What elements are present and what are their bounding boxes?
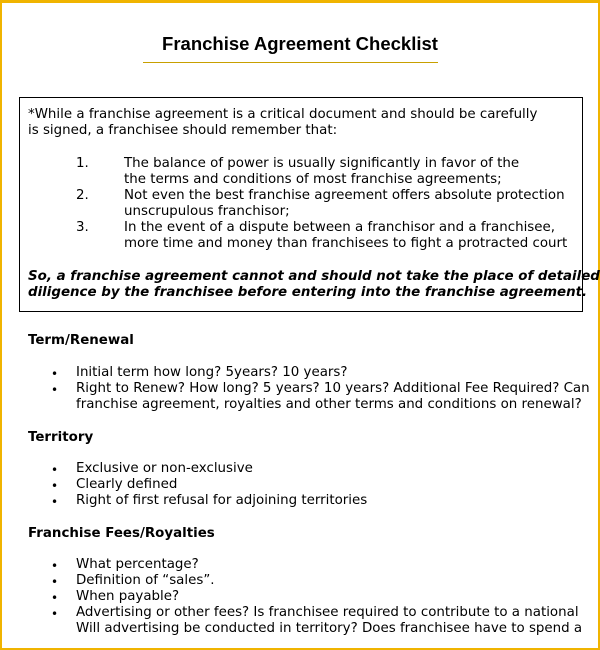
note-item-line: the terms and conditions of most franchise agreements; [124,172,502,187]
note-intro-line: is signed, a franchisee should remember that: [28,123,338,138]
note-intro-line: *While a franchise agreement is a critical document and should be carefully [28,107,538,122]
note-item-number: 1. [76,156,89,171]
section-heading-franchise-fees: Franchise Fees/Royalties [28,526,215,541]
list-item: Right of first refusal for adjoining territories [76,493,368,508]
list-item: Definition of “sales”. [76,573,215,588]
note-item-line: Not even the best franchise agreement offers absolute protection [124,188,565,203]
bullet-icon: • [51,495,59,509]
list-item: What percentage? [76,557,199,572]
note-item-line: In the event of a dispute between a franchisor and a franchisee, [124,220,556,235]
list-item-continuation: Will advertising be conducted in territory? Does franchisee have to spend a [76,621,583,636]
list-item: Advertising or other fees? Is franchisee required to contribute to a national [76,605,579,620]
note-conclusion-line: So, a franchise agreement cannot and should not take the place of detailed [28,269,600,284]
bullet-icon: • [51,575,59,589]
note-item-line: The balance of power is usually significantly in favor of the [124,156,520,171]
list-item: Right to Renew? How long? 5 years? 10 years? Additional Fee Required? Can [76,381,590,396]
note-conclusion-line: diligence by the franchisee before entering into the franchise agreement. [28,285,588,300]
bullet-icon: • [51,479,59,493]
page-title: Franchise Agreement Checklist [162,33,438,54]
section-heading-territory: Territory [28,430,94,445]
list-item: Exclusive or non-exclusive [76,461,253,476]
note-item-line: unscrupulous franchisor; [124,204,290,219]
bullet-icon: • [51,607,59,621]
note-item-number: 2. [76,188,89,203]
list-item: When payable? [76,589,180,604]
bullet-icon: • [51,559,59,573]
section-heading-term-renewal: Term/Renewal [28,333,134,348]
bullet-icon: • [51,463,59,477]
note-item-line: more time and money than franchisees to fight a protracted court [124,236,568,251]
bullet-icon: • [51,591,59,605]
list-item-continuation: franchise agreement, royalties and other terms and conditions on renewal? [76,397,582,412]
title-underline [143,62,438,63]
bullet-icon: • [51,383,59,397]
bullet-icon: • [51,367,59,381]
list-item: Clearly defined [76,477,178,492]
list-item: Initial term how long? 5years? 10 years? [76,365,348,380]
note-item-number: 3. [76,220,89,235]
